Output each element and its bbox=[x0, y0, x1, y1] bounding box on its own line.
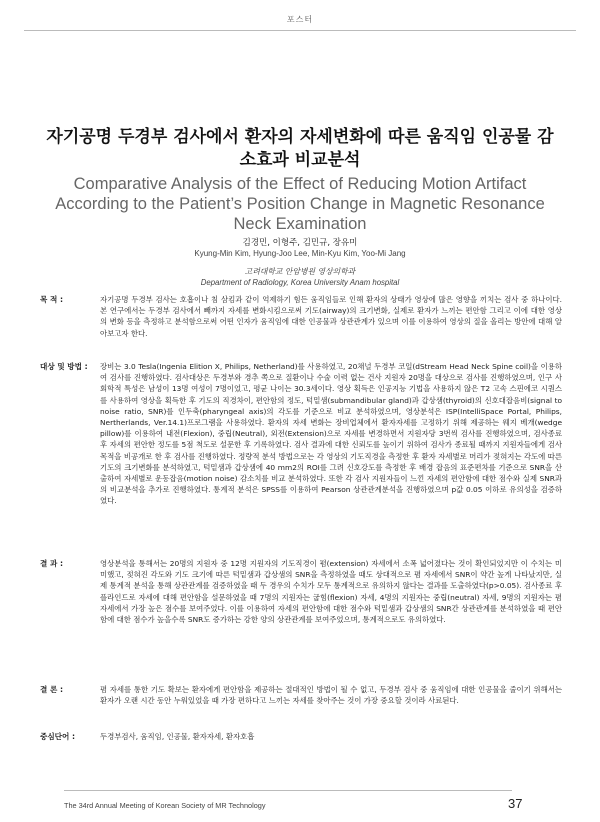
affiliation-korean: 고려대학교 안암병원 영상의학과 bbox=[244, 267, 356, 276]
footer-rule bbox=[64, 790, 512, 791]
section-label: 중심단어 : bbox=[40, 732, 76, 741]
section-body: 영상분석을 통해서는 20명의 지원자 중 12명 지원자의 기도직경이 폄(extension) 자세에서 소폭 넓어졌다는 것이 확인되었지만 이 수치는 미미했고, 젖혀진 각도와 기도 크기에 따른 턱밑샘과 갑상샘의 SNR을 측정하였을 때도 상대적으로 폄 자세에서 SNR이 약간 높게 나타났지만, 실제 통계적 분석을 통해 상관관계를 검증하였을 때 두 경우의 수치가 모두 통계적으로 유의하지 않다는 결과를 도출하였다(p>0.05). 검사종료 후 플라인드로 자세에 대해 편안함을 설문하였을 때 7명의 지원자는 굽힘(flexion) 자세, 4명의 지원자는 중립(neutral) 자세, 9명의 지원자는 폄 자세에서 가장 높은 점수를 보여주었다. 이를 이용하여 자세의 편안함에 대한 점수와 턱밑샘과 갑상샘의 SNR간 상관관계를 분석하였을 때 편안함에 대한 점수가 높을수록 SNR도 증가하는 강한 양의 상관관계를 보여주었으며, 통계적으로도 유의하였다. bbox=[100, 559, 562, 625]
authors-english: Kyung-Min Kim, Hyung-Joo Lee, Min-Kyu Kim, Yoo-Mi Jang bbox=[194, 249, 406, 258]
section-purpose bbox=[40, 294, 562, 339]
section-keywords bbox=[40, 731, 562, 742]
section-body: 폄 자세를 통한 기도 확보는 환자에게 편안함을 제공하는 절대적인 방법이 될 수 없고, 두경부 검사 중 움직임에 대한 인공물을 줄이기 위해서는 환자가 오랜 시간 동안 누워있었을 때 가장 편하다고 느끼는 자세를 찾아주는 것이 가장 중요할 것이라 사료된다. bbox=[100, 685, 562, 706]
page-number: 37 bbox=[508, 796, 523, 811]
authors-korean: 김경민, 이형주, 김민규, 장유미 bbox=[242, 238, 358, 248]
title-korean: 자기공명 두경부 검사에서 환자의 자세변화에 따른 움직임 인공물 감소효과 비교분석 bbox=[46, 127, 554, 170]
section-label: 결 론 : bbox=[40, 685, 63, 694]
header-rule bbox=[24, 30, 576, 31]
affiliation-english: Department of Radiology, Korea University Anam hospital bbox=[200, 278, 400, 287]
title-english: Comparative Analysis of the Effect of Reducing Motion Artifact According to the Patient’s Position Change in Magnetic Resonance Neck Examination bbox=[55, 175, 545, 233]
section-label: 목 적 : bbox=[40, 295, 63, 304]
section-label: 결 과 : bbox=[40, 559, 63, 568]
footer-text: The 34rd Annual Meeting of Korean Society of MR Technology bbox=[64, 801, 266, 810]
section-body: 두경부검사, 움직임, 인공물, 환자자세, 환자호흡 bbox=[100, 732, 255, 741]
section-results bbox=[40, 558, 562, 625]
section-label: 대상 및 방법 : bbox=[40, 362, 88, 371]
section-methods bbox=[40, 361, 562, 507]
section-body: 장비는 3.0 Tesla(Ingenia Elition X, Philips, Netherland)를 사용하였고, 20채널 두경부 코일(dStream Head Neck Spine coil)을 이용하여 검사를 진행하였다. 검사대상은 두경부와 경추 쪽으로 질환이나 수술 이력 없는 건사 지원자 20명을 대상으로 검사를 진행하였으며, 인구 사회학적 특성은 남성이 13명 여성이 7명이었고, 평균 나이는 30.3세이다. 영상 획득은 인공지능 기법을 사용하지 않은 T2 고속 스핀에코 시퀀스를 사용하여 영상을 획득한 후 기도의 직경차이, 편안함의 정도, 턱밑샘(submandibular gland)과 갑상샘(thyroid)의 신호대잡음비(signal to noise ratio, SNR)를 인두축(pharyngeal axis)의 각도를 기준으로 비교 분석하였으며, 영상분석은 ISP(IntelliSpace Portal, Philips, Nertherlands, Ver.14.1)프로그램을 사용하였다. 환자의 자세 변화는 장비업체에서 환자자세를 고정하기 위해 제공하는 웨지 베개(wedge pillow)를 이용하여 내전(Flexion), 중립(Neutral), 외전(Extension)으로 자세를 변경하면서 지원자당 3번씩 검사를 진행하였으며, 검사종료 후 자세의 편안한 정도를 5점 척도로 설문한 후 기록하였다. 검사 결과에 대한 신뢰도를 높이기 위하여 검사가 종료될 때까지 지원자들에게 검사목적을 비공개로 한 후 검사를 진행하였다. 정량적 분석 방법으로는 각 영상의 기도직경을 측정한 후 환자 자세별로 머리가 젖혀지는 각도에 따른 기도의 크기변화를 분석하였고, 턱밑샘과 갑상샘에 40 mm2의 ROI를 그려 신호강도를 측정한 후 배경 잡음의 표준편차를 기준으로 SNR을 산출하여 자세별로 운동잡음(motion noise) 감소치를 비교 분석하였다. 또한 각 검사 지원자들이 느낀 자세의 편안함에 대한 점수와 실제 SNR과의 비교분석을 추가로 진행하였다. 통계적 분석은 SPSS를 이용하여 Pearson 상관관계분석을 진행하였으며 p값 0.05 이하로 유의성을 검증하였다. bbox=[100, 362, 562, 506]
header-label: 포스터 bbox=[286, 15, 314, 24]
section-conclusion bbox=[40, 684, 562, 706]
section-body: 자기공명 두경부 검사는 호흡이나 침 삼킴과 같이 억제하기 힘든 움직임들로 인해 환자의 상태가 영상에 많은 영향을 끼치는 검사 중 하나이다. 본 연구에서는 두경부 검사에서 빼까지 자세를 변화시킴으로써 기도(airway)의 크기변화, 실제로 환자가 느끼는 편안함 그리고 이에 대한 영상의 변화 등을 측정하고 분석함으로써 어떤 인자가 움직임에 대한 인공물과 상관관계가 있으며 이를 이용하여 영상의 질을 올리는 방안에 대해 알아보고자 한다. bbox=[100, 295, 562, 338]
